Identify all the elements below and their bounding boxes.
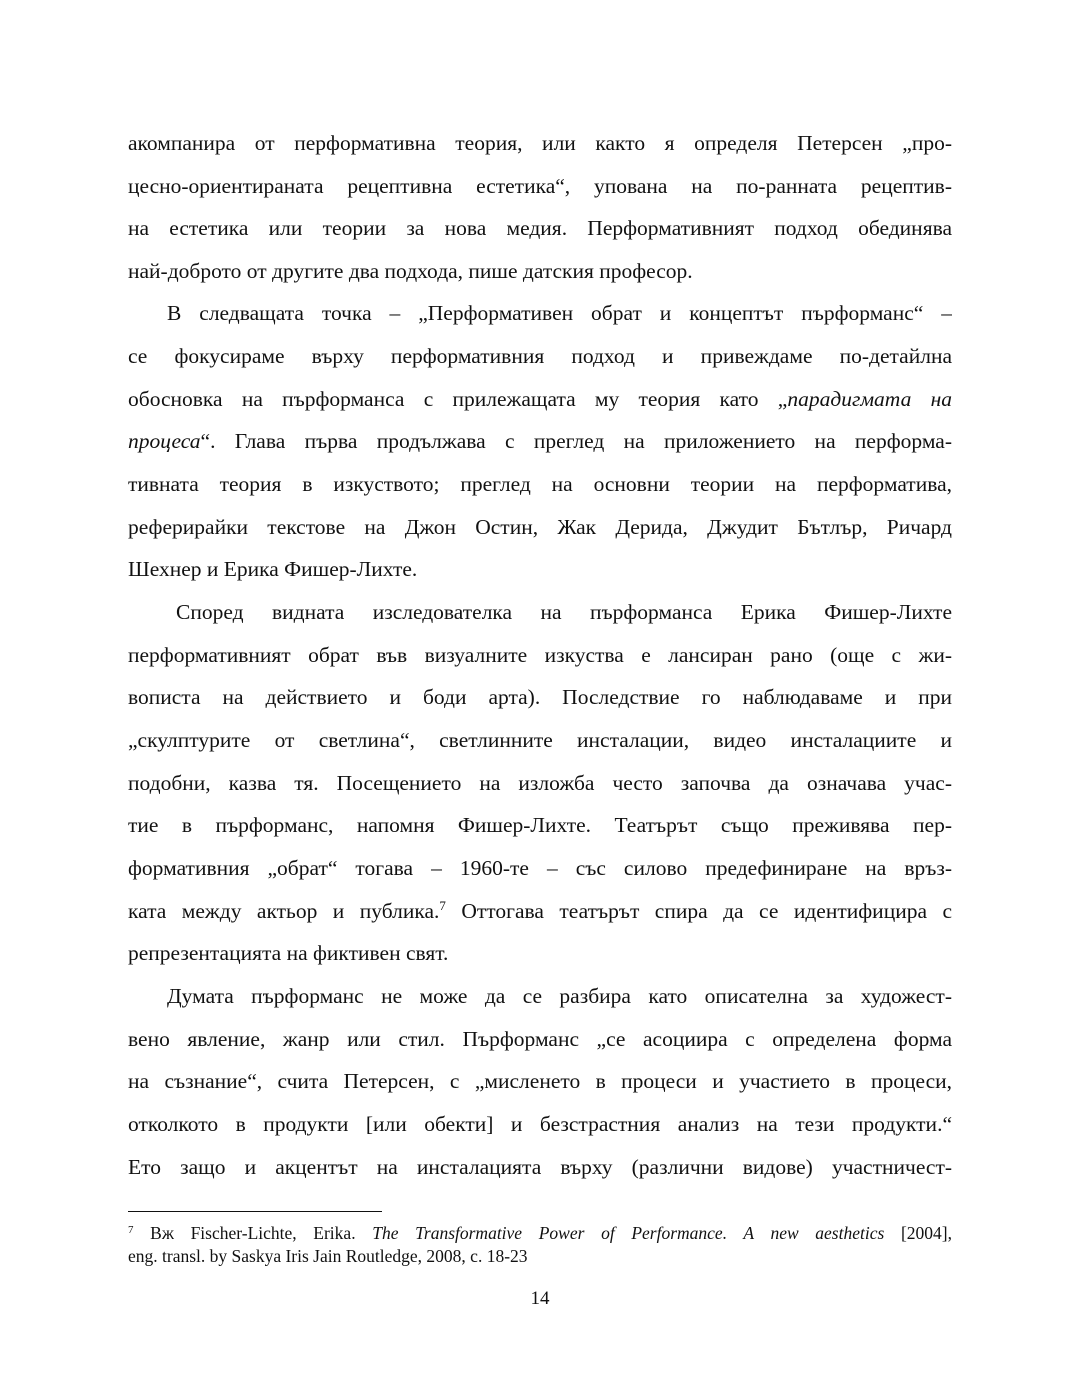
body-line: най-доброто от другите два подхода, пише датския професор.: [128, 259, 693, 283]
body-line: Думата пърформанс не може да се разбира като описателна за художест-: [167, 984, 952, 1008]
body-line: Шехнер и Ерика Фишер-Лихте.: [128, 557, 418, 581]
body-line: цесно-ориентираната рецептивна естетика“, упована на по-ранната рецептив-: [128, 174, 952, 198]
text-span: “. Глава първа продължава с преглед на приложението на перформа-: [200, 429, 952, 453]
body-line: Според видната изследователка на пърформанса Ерика Фишер-Лихте: [176, 600, 952, 624]
body-line: [128, 896, 952, 926]
italic-term: процеса: [128, 429, 201, 453]
footnote-line: eng. transl. by Saskya Iris Jain Routledge, 2008, c. 18-23: [128, 1246, 528, 1266]
body-line: Ето защо и акцентът на инсталацията върху (различни видове) участничест-: [128, 1155, 952, 1179]
text-span: ката между актьор и публика.: [128, 899, 440, 923]
body-line: тие в пърформанс, напомня Фишер-Лихте. Театърът също преживява пер-: [128, 813, 952, 837]
body-line: на естетика или теории за нова медия. Перформативният подход обединява: [128, 216, 952, 240]
body-line: В следващата точка – „Перформативен обрат и концептът пърформанс“ –: [167, 301, 952, 325]
footnote: [128, 1222, 952, 1244]
body-line: „скулптурите от светлина“, светлинните инсталации, видео инсталациите и: [128, 728, 952, 752]
footnote-ref: 7: [439, 898, 446, 913]
footnote-divider: [128, 1211, 382, 1212]
body-line: отколкото в продукти [или обекти] и безстрастния анализ на тези продукти.“: [128, 1112, 952, 1136]
italic-term: парадигмата на: [787, 387, 952, 411]
text-span: Оттогава театърът спира да се идентифицира с: [445, 899, 952, 923]
footnote-text: [2004],: [884, 1223, 952, 1243]
footnote-title: The Transformative Power of Performance. A new aesthetics: [372, 1223, 885, 1243]
body-line: [128, 384, 952, 414]
text-span: обосновка на пърформанса с прилежащата му теория като „: [128, 387, 788, 411]
body-line: перформативният обрат във визуалните изкуства е лансиран рано (още с жи-: [128, 643, 952, 667]
page-number: 14: [530, 1288, 550, 1309]
footnote-marker: 7: [128, 1224, 134, 1236]
body-line: се фокусираме върху перформативния подход и привеждаме по-детайлна: [128, 344, 952, 368]
body-line: тивната теория в изкуството; преглед на основни теории на перформатива,: [128, 472, 952, 496]
body-line: реферирайки текстове на Джон Остин, Жак Дерида, Джудит Бътлър, Ричард: [128, 515, 952, 539]
footnote-text: Вж Fischer-Lichte, Erika.: [133, 1223, 373, 1243]
body-line: [128, 426, 952, 456]
body-line: вописта на действието и боди арта). Последствие го наблюдаваме и при: [128, 685, 952, 709]
body-line: акомпанира от перформативна теория, или както я определя Петерсен „про-: [128, 131, 952, 155]
body-line: формативния „обрат“ тогава – 1960-те – със силово предефиниране на връз-: [128, 856, 952, 880]
body-line: репрезентацията на фиктивен свят.: [128, 941, 449, 965]
body-line: вено явление, жанр или стил. Пърформанс „се асоциира с определена форма: [128, 1027, 952, 1051]
body-line: подобни, казва тя. Посещението на изложба често започва да означава учас-: [128, 771, 952, 795]
body-line: на съзнание“, счита Петерсен, с „мисленето в процеси и участието в процеси,: [128, 1069, 952, 1093]
